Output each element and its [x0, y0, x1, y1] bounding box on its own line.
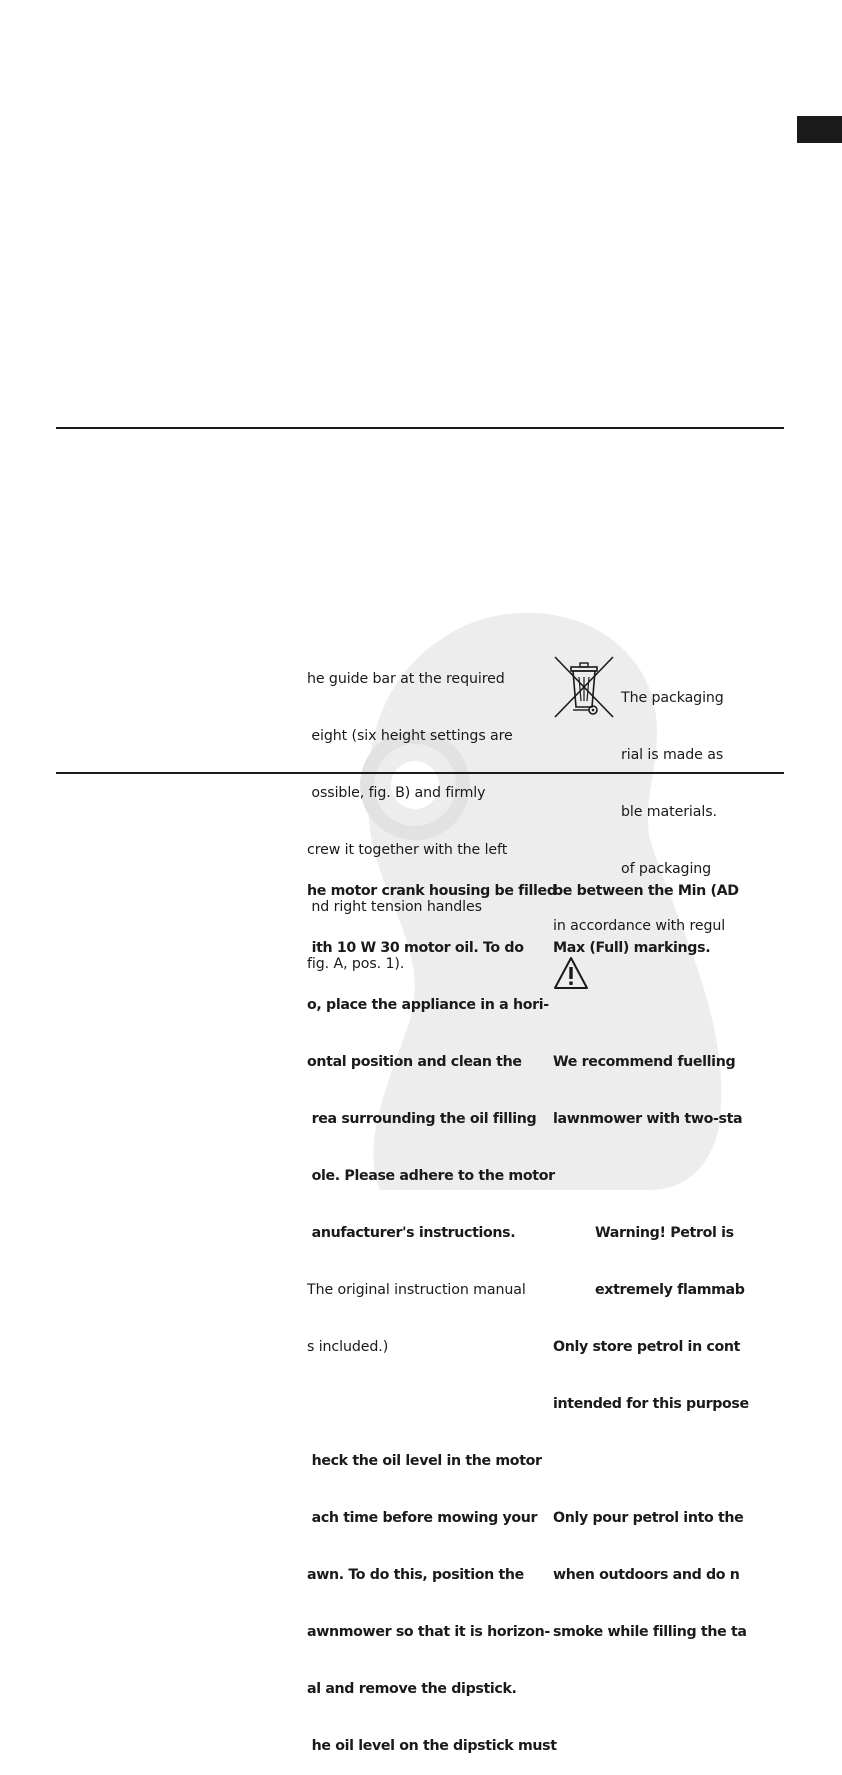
text-line: ach time before mowing your	[307, 1510, 538, 1526]
blank-line	[553, 996, 728, 1015]
text-line: when outdoors and do n	[553, 1567, 740, 1583]
blank-line	[307, 1395, 543, 1414]
text-line: awn. To do this, position the	[307, 1567, 524, 1583]
text-line: he guide bar at the required	[307, 671, 505, 687]
warning-heading: Warning! Petrol is	[595, 1225, 734, 1241]
text-line: ossible, fig. B) and firmly	[307, 785, 486, 801]
text-line: nd right tension handles	[307, 899, 482, 915]
blank-line	[553, 1452, 728, 1471]
text-line: he oil level on the dipstick must	[307, 1738, 557, 1754]
text-line: Only pour petrol into the	[553, 1510, 744, 1526]
text-line: al and remove the dipstick.	[307, 1681, 517, 1697]
oil-text-column	[307, 844, 557, 1775]
text-line: heck the oil level in the motor	[307, 1453, 542, 1469]
text-line: rial is made as	[621, 747, 724, 763]
text-line: The original instruction manual	[307, 1282, 526, 1298]
text-line: intended for this purpose	[553, 1396, 749, 1412]
text-line: ith 10 W 30 motor oil. To do	[307, 940, 524, 956]
text-line: smoke while filling the ta	[553, 1624, 747, 1640]
text-line: eight (six height settings are	[307, 728, 513, 744]
text-line: o, place the appliance in a hori-	[307, 997, 549, 1013]
text-line: The packaging	[621, 690, 724, 706]
text-line: Max (Full) markings.	[553, 940, 711, 956]
text-line: rea surrounding the oil filling	[307, 1111, 537, 1127]
text-line: crew it together with the left	[307, 842, 508, 858]
text-line: fig. A, pos. 1).	[307, 956, 405, 972]
text-line: lawnmower with two-sta	[553, 1111, 743, 1127]
text-line: awnmower so that it is horizon-	[307, 1624, 550, 1640]
blank-line	[553, 1167, 728, 1186]
text-line: anufacturer's instructions.	[307, 1225, 516, 1241]
text-line: Only store petrol in cont	[553, 1339, 741, 1355]
language-tab	[797, 116, 842, 143]
text-line: in accordance with regul	[553, 918, 726, 934]
text-line: ble materials.	[621, 804, 717, 820]
text-line: ole. Please adhere to the motor	[307, 1168, 555, 1184]
fuel-text-column	[553, 844, 749, 1661]
text-line: he motor crank housing be filled	[307, 883, 557, 899]
text-line: ontal position and clean the	[307, 1054, 522, 1070]
text-line: s included.)	[307, 1339, 389, 1355]
text-line: of packaging	[621, 861, 712, 877]
text-line: be between the Min (AD	[553, 883, 739, 899]
text-line: extremely flammab	[595, 1282, 745, 1298]
text-line: We recommend fuelling	[553, 1054, 736, 1070]
section-divider-top	[56, 427, 784, 429]
